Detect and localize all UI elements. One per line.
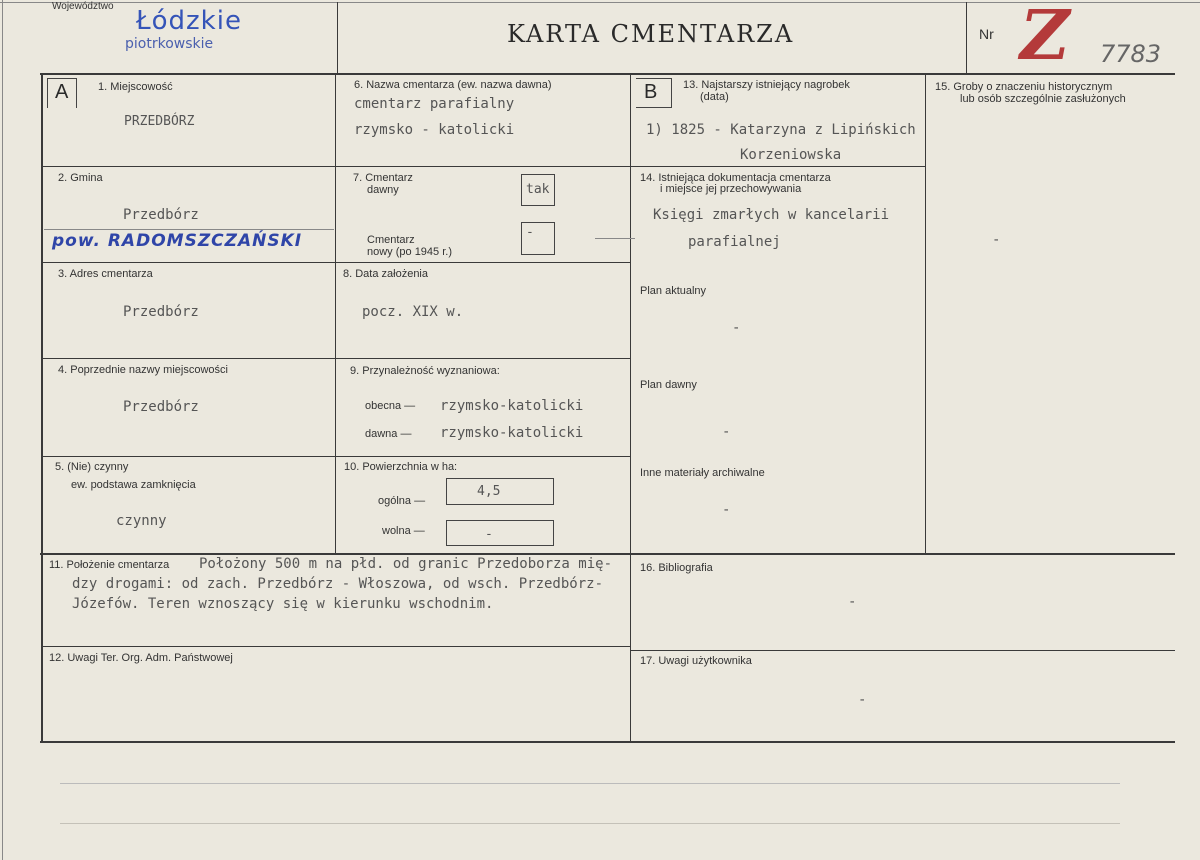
row-line-6 xyxy=(42,646,630,647)
row-line-2 xyxy=(42,262,630,263)
inne-value: - xyxy=(722,502,731,518)
bottom-line-2 xyxy=(60,783,1120,784)
f2-underline xyxy=(44,229,334,230)
section-b-letter-box xyxy=(636,78,672,108)
f7-nowy-value: - xyxy=(526,225,534,240)
section-b-letter: B xyxy=(644,81,658,103)
f4-label: 4. Poprzednie nazwy miejscowości xyxy=(58,364,228,376)
f10-wolna-box xyxy=(446,520,554,546)
f15-label-2: lub osób szczególnie zasłużonych xyxy=(960,93,1126,105)
wojewodztwo-value: Łódzkie xyxy=(136,6,242,36)
f8-value: pocz. XIX w. xyxy=(362,304,464,320)
f2-handwritten: pow. RADOMSZCZAŃSKI xyxy=(52,231,303,251)
f16-value: - xyxy=(848,594,857,610)
f1-label: 1. Miejscowość xyxy=(98,81,173,93)
f6-line-2: rzymsko - katolicki xyxy=(354,122,515,138)
f7-nowy-box xyxy=(521,222,555,255)
f15-value: - xyxy=(992,232,1001,248)
plan-aktualny-value: - xyxy=(732,320,741,336)
f14-line-1: Księgi zmarłych w kancelarii xyxy=(653,207,890,223)
f9-obecna-value: rzymsko-katolicki xyxy=(440,398,584,414)
f2-label: 2. Gmina xyxy=(58,172,103,184)
f9-obecna-label: obecna — xyxy=(365,400,416,412)
nr-number: 7783 xyxy=(1100,40,1162,68)
row-line-6b xyxy=(631,650,1175,651)
f2-value: Przedbórz xyxy=(123,207,199,223)
f11-label: 11. Położenie cmentarza xyxy=(49,559,170,571)
row-line-1c xyxy=(631,166,925,167)
f13-label-2: (data) xyxy=(700,91,729,103)
nr-letter: Z xyxy=(1020,0,1070,76)
col-divider-b xyxy=(630,75,631,741)
row-line-1b xyxy=(336,166,630,167)
f4-value: Przedbórz xyxy=(123,399,199,415)
f7-label-2: dawny xyxy=(367,184,399,196)
f9-label: 9. Przynależność wyznaniowa: xyxy=(350,365,500,377)
f15-label-1: 15. Groby o znaczeniu historycznym xyxy=(935,81,1113,93)
header-divider-2 xyxy=(966,2,967,74)
f14-line-2: parafialnej xyxy=(688,234,781,250)
f7-dawny-box xyxy=(521,174,555,206)
f12-label: 12. Uwagi Ter. Org. Adm. Państwowej xyxy=(49,652,233,664)
f17-value: - xyxy=(858,692,867,708)
f14-label-1: 14. Istniejąca dokumentacja cmentarza xyxy=(640,172,831,184)
f13-label-1: 13. Najstarszy istniejący nagrobek xyxy=(683,79,850,91)
f5-value: czynny xyxy=(116,513,167,529)
f5-label-2: ew. podstawa zamknięcia xyxy=(71,479,196,491)
f6-label: 6. Nazwa cmentarza (ew. nazwa dawna) xyxy=(354,79,552,91)
f10-wolna-label: wolna — xyxy=(382,525,425,537)
f10-ogolna-box xyxy=(446,478,554,505)
f9-dawna-label: dawna — xyxy=(365,428,412,440)
f14-label-2: i miejsce jej przechowywania xyxy=(660,183,802,195)
f16-label: 16. Bibliografia xyxy=(640,562,713,574)
col-divider-c xyxy=(925,75,926,553)
col-divider-a xyxy=(335,75,336,553)
f7-label-3: Cmentarz xyxy=(367,234,415,246)
row-line-4 xyxy=(42,456,630,457)
plan-dawny-value: - xyxy=(722,424,731,440)
f1-value: PRZEDBÓRZ xyxy=(124,114,195,129)
left-frame-line xyxy=(41,75,43,743)
f10-ogolna-label: ogólna — xyxy=(378,495,426,507)
header-divider-1 xyxy=(337,2,338,74)
f10-wolna-value: - xyxy=(485,527,493,542)
card-title: KARTA CMENTARZA xyxy=(507,20,795,48)
f14-dash xyxy=(595,238,635,239)
wojewodztwo-label: Województwo xyxy=(52,1,114,12)
sub-region: piotrkowskie xyxy=(125,36,214,52)
bottom-line-1 xyxy=(40,741,1175,743)
f13-line-1: 1) 1825 - Katarzyna z Lipińskich xyxy=(646,122,916,138)
f3-label: 3. Adres cmentarza xyxy=(58,268,153,280)
f7-dawny-value: tak xyxy=(526,182,550,197)
f11-line-1: Położony 500 m na płd. od granic Przedoborza mię- xyxy=(199,556,613,572)
section-a-letter-box xyxy=(47,78,77,108)
left-border xyxy=(2,0,3,860)
f13-line-2: Korzeniowska xyxy=(740,147,842,163)
f8-label: 8. Data założenia xyxy=(343,268,428,280)
inne-label: Inne materiały archiwalne xyxy=(640,467,765,479)
bottom-line-3 xyxy=(60,823,1120,824)
nr-label: Nr xyxy=(979,26,994,42)
f5-label-1: 5. (Nie) czynny xyxy=(55,461,129,473)
plan-aktualny-label: Plan aktualny xyxy=(640,285,707,297)
f11-line-3: Józefów. Teren wznoszący się w kierunku wschodnim. xyxy=(72,596,494,612)
f9-dawna-value: rzymsko-katolicki xyxy=(440,425,584,441)
row-line-5 xyxy=(40,553,1175,555)
f3-value: Przedbórz xyxy=(123,304,199,320)
f7-label-4: nowy (po 1945 r.) xyxy=(367,246,452,258)
plan-dawny-label: Plan dawny xyxy=(640,379,697,391)
f7-label-1: 7. Cmentarz xyxy=(353,172,413,184)
header-bottom-line xyxy=(40,73,1175,75)
f17-label: 17. Uwagi użytkownika xyxy=(640,655,752,667)
row-line-3 xyxy=(42,358,630,359)
section-a-letter: A xyxy=(55,81,69,103)
f10-label: 10. Powierzchnia w ha: xyxy=(344,461,458,473)
f10-ogolna-value: 4,5 xyxy=(477,484,501,499)
f6-line-1: cmentarz parafialny xyxy=(354,96,515,112)
row-line-1 xyxy=(42,166,335,167)
f11-line-2: dzy drogami: od zach. Przedbórz - Włoszowa, od wsch. Przedbórz- xyxy=(72,576,604,592)
